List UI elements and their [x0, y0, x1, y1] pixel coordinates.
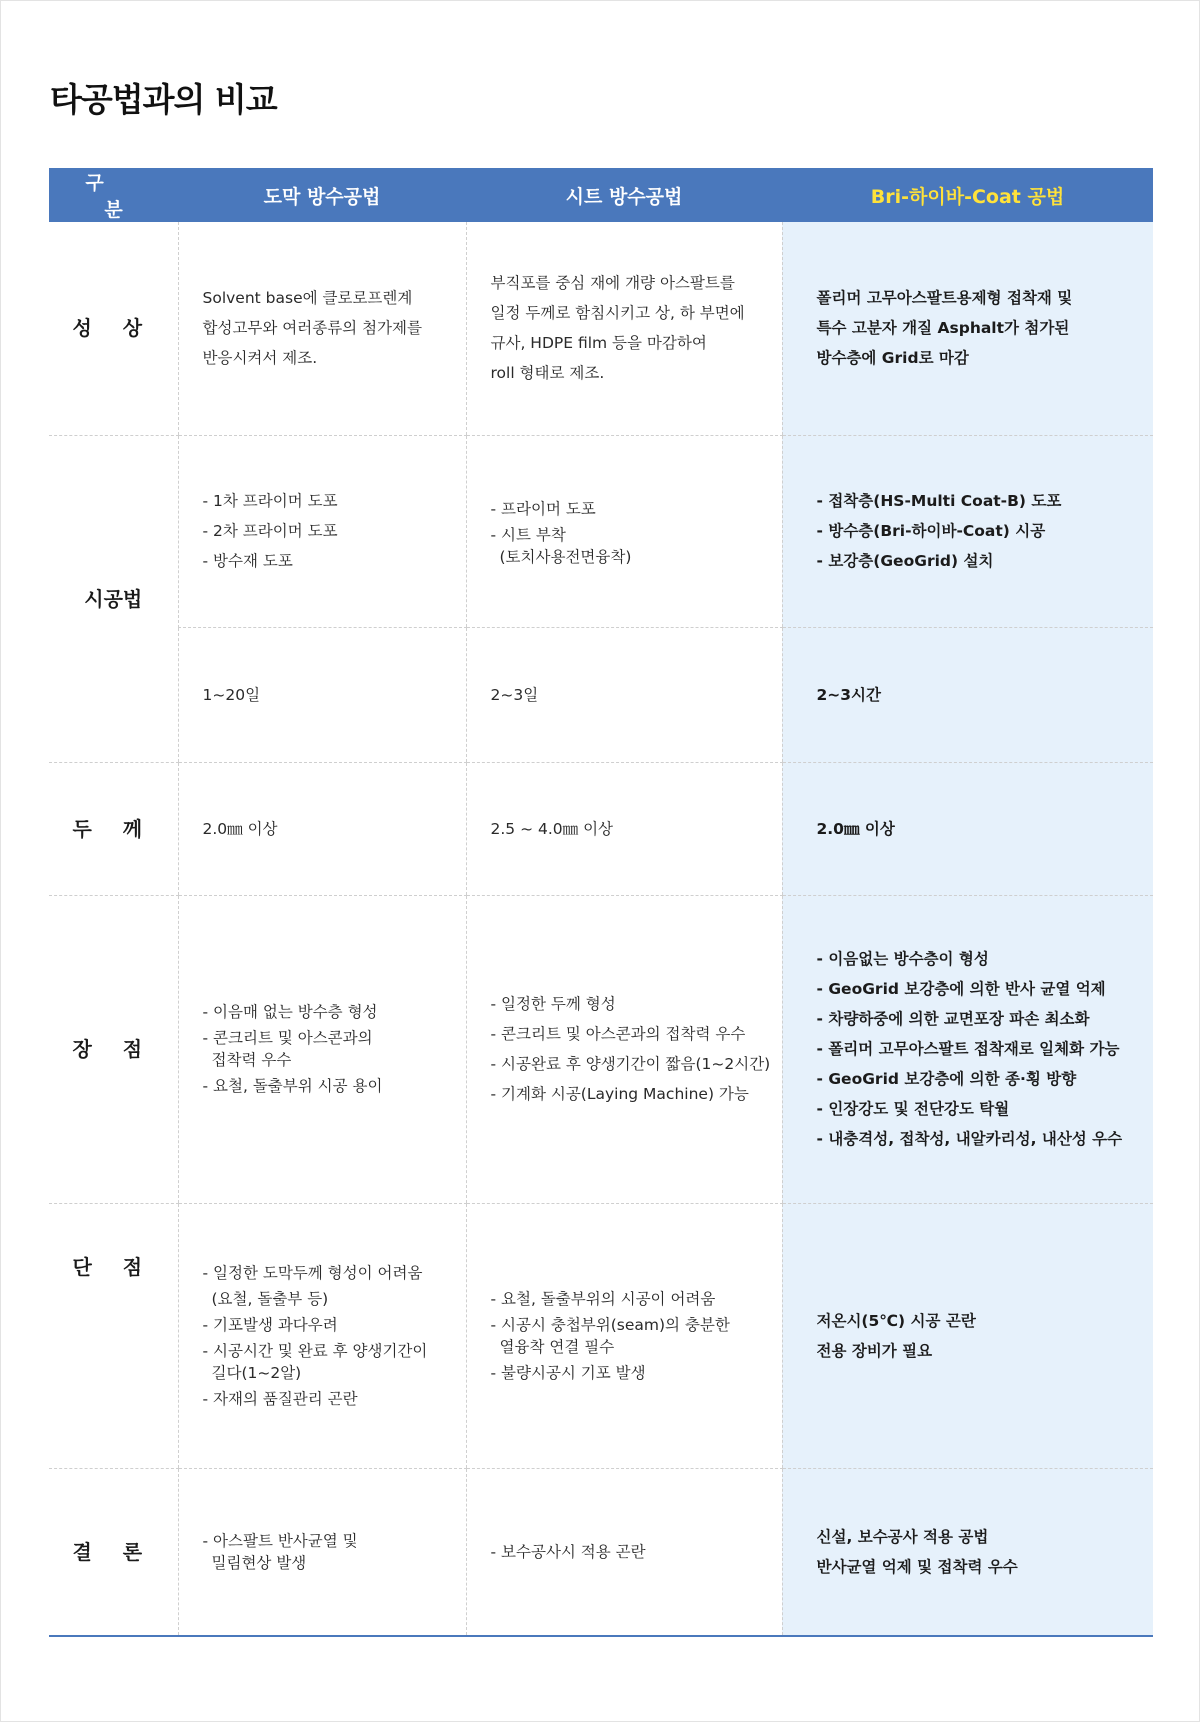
text-line: - 1차 프라이머 도포 — [202, 492, 338, 510]
cell-duration-brihiba: 2~3시간 — [782, 627, 1153, 762]
text-line: - 요철, 돌출부위의 시공이 어려움 — [490, 1289, 716, 1308]
text-line: - GeoGrid 보강층에 의한 종·횡 방향 — [816, 1070, 1077, 1088]
text-line: - 2차 프라이머 도포 — [202, 522, 338, 540]
table-row-composition — [49, 222, 1153, 435]
row-label-advantages: 장 점 — [49, 895, 178, 1203]
text-line: - 차량하중에 의한 교면포장 파손 최소화 — [816, 1010, 1090, 1028]
table-row-disadvantages — [49, 1203, 1153, 1468]
text-line: (요철, 돌출부 등) — [211, 1289, 329, 1308]
text-line: 접착력 우수 — [211, 1051, 292, 1069]
text-line: - 불량시공시 기포 발생 — [490, 1363, 646, 1382]
text-line: 일정 두께로 함침시키고 상, 하 부면에 — [490, 304, 745, 323]
text-line: - 일정한 도막두께 형성이 어려움 — [202, 1263, 423, 1282]
text-line: 전용 장비가 필요 — [816, 1341, 933, 1360]
text-line: - 보강층(GeoGrid) 설치 — [816, 552, 994, 570]
header-brihiba-method: Bri-하이바-Coat 공법 — [782, 168, 1153, 222]
text-line: - GeoGrid 보강층에 의한 반사 균열 억제 — [816, 980, 1106, 998]
cell-thickness-coating: 2.0㎜ 이상 — [178, 762, 466, 895]
text-line: 길다(1~2알) — [211, 1363, 302, 1382]
text-line: 방수층에 Grid로 마감 — [816, 349, 969, 368]
comparison-table — [49, 168, 1153, 1637]
cell-composition-sheet — [466, 222, 782, 435]
page-title: 타공법과의 비교 — [50, 80, 277, 119]
cell-thickness-brihiba: 2.0㎜ 이상 — [782, 762, 1153, 895]
cell-duration-sheet: 2~3일 — [466, 627, 782, 762]
text-line: 반사균열 억제 및 접착력 우수 — [816, 1557, 1018, 1576]
text-line: - 시트 부착 — [490, 526, 566, 544]
text-line: - 콘크리트 및 아스콘과의 — [202, 1029, 373, 1047]
cell-method-brihiba — [782, 435, 1153, 627]
text-line: - 시공시간 및 완료 후 양생기간이 — [202, 1341, 428, 1360]
cell-composition-coating — [178, 222, 466, 435]
cell-conclusion-coating — [178, 1468, 466, 1636]
header-category-label: 구 분 — [85, 172, 161, 221]
header-category — [49, 168, 178, 222]
cell-disadvantages-sheet — [466, 1203, 782, 1468]
text-line: 합성고무와 여러종류의 첨가제를 — [202, 319, 422, 338]
cell-advantages-coating — [178, 895, 466, 1203]
text-line: - 아스팔트 반사균열 및 — [202, 1531, 358, 1550]
text-line: (토치사용전면융착) — [499, 548, 632, 566]
cell-method-coating — [178, 435, 466, 627]
text-line: - 이음매 없는 방수층 형성 — [202, 1003, 378, 1021]
text-line: - 시공완료 후 양생기간이 짧음(1~2시간) — [490, 1055, 771, 1073]
text-line: 부직포를 중심 재에 개량 아스팔트를 — [490, 274, 735, 293]
header-sheet-method: 시트 방수공법 — [466, 168, 782, 222]
text-line: roll 형태로 제조. — [490, 364, 605, 383]
table-row-conclusion — [49, 1468, 1153, 1636]
text-line: - 자재의 품질관리 곤란 — [202, 1389, 358, 1408]
text-line: 밀림현상 발생 — [211, 1553, 307, 1572]
text-line: - 프라이머 도포 — [490, 500, 596, 518]
header-coating-method: 도막 방수공법 — [178, 168, 466, 222]
table-row-thickness — [49, 762, 1153, 895]
text-line: 특수 고분자 개질 Asphalt가 첨가된 — [816, 319, 1070, 338]
text-line: Solvent base에 클로로프렌계 — [202, 289, 413, 308]
table-row-method-duration — [49, 627, 1153, 762]
text-line: - 시공시 충첩부위(seam)의 충분한 — [490, 1315, 730, 1334]
table-header-row — [49, 168, 1153, 222]
cell-conclusion-sheet — [466, 1468, 782, 1636]
text-line: - 보수공사시 적용 곤란 — [490, 1542, 646, 1561]
cell-disadvantages-coating — [178, 1203, 466, 1468]
cell-advantages-sheet — [466, 895, 782, 1203]
text-line: - 일정한 두께 형성 — [490, 995, 616, 1013]
cell-duration-coating: 1~20일 — [178, 627, 466, 762]
text-line: - 방수층(Bri-하이바-Coat) 시공 — [816, 522, 1046, 540]
cell-composition-brihiba — [782, 222, 1153, 435]
row-label-method: 시공법 — [49, 435, 178, 762]
table-row-method-steps — [49, 435, 1153, 627]
text-line: 신설, 보수공사 적용 공법 — [816, 1527, 989, 1546]
cell-disadvantages-brihiba — [782, 1203, 1153, 1468]
text-line: 폴리머 고무아스팔트용제형 접착재 및 — [816, 289, 1073, 308]
text-line: - 방수재 도포 — [202, 552, 293, 570]
text-line: 저온시(5℃) 시공 곤란 — [816, 1311, 976, 1330]
text-line: - 요철, 돌출부위 시공 용이 — [202, 1077, 383, 1095]
text-line: - 콘크리트 및 아스콘과의 접착력 우수 — [490, 1025, 746, 1043]
text-line: - 인장강도 및 전단강도 탁월 — [816, 1100, 1010, 1118]
table-row-advantages — [49, 895, 1153, 1203]
text-line: - 이음없는 방수층이 형성 — [816, 950, 989, 968]
cell-conclusion-brihiba — [782, 1468, 1153, 1636]
text-line: 반응시켜서 제조. — [202, 349, 318, 368]
text-line: - 폴리머 고무아스팔트 접착재로 일체화 가능 — [816, 1040, 1120, 1058]
text-line: - 기계화 시공(Laying Machine) 가능 — [490, 1085, 749, 1103]
cell-method-sheet — [466, 435, 782, 627]
row-label-disadvantages: 단 점 — [49, 1203, 178, 1468]
row-label-composition: 성 상 — [49, 222, 178, 435]
cell-advantages-brihiba — [782, 895, 1153, 1203]
text-line: - 내충격성, 접착성, 내알카리성, 내산성 우수 — [816, 1130, 1123, 1148]
text-line: - 기포발생 과다우려 — [202, 1315, 338, 1334]
row-label-thickness: 두 께 — [49, 762, 178, 895]
cell-thickness-sheet: 2.5 ~ 4.0㎜ 이상 — [466, 762, 782, 895]
text-line: 규사, HDPE film 등을 마감하여 — [490, 334, 707, 353]
text-line: 열융착 연결 필수 — [499, 1337, 615, 1356]
text-line: - 접착층(HS-Multi Coat-B) 도포 — [816, 492, 1062, 510]
row-label-conclusion: 결 론 — [49, 1468, 178, 1636]
